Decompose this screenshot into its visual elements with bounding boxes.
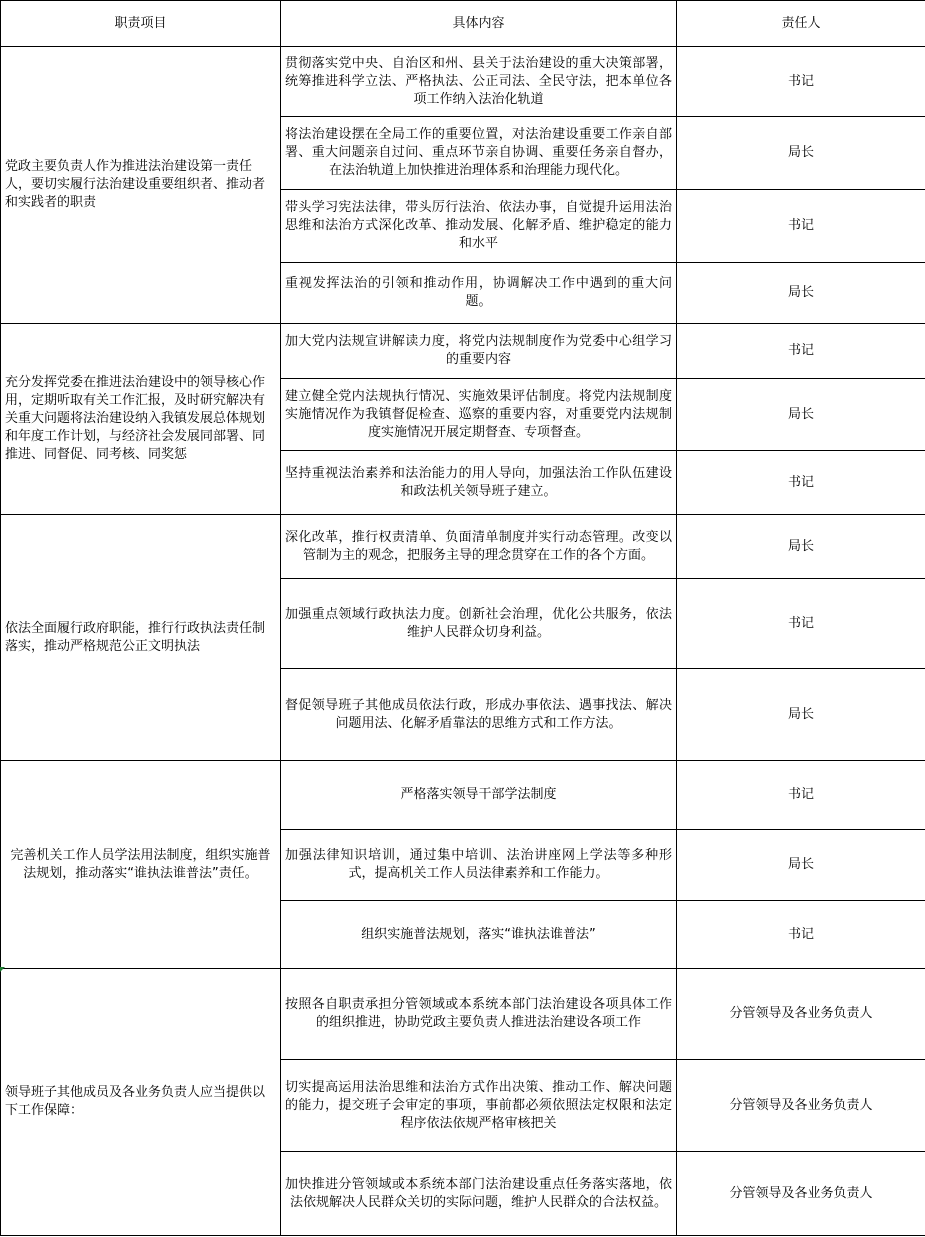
responsibility-area-cell: 充分发挥党委在推进法治建设中的领导核心作用，定期听取有关工作汇报，及时研究解决有关重大问题将法治建设纳入我镇发展总体规划和年度工作计划，与经济社会发展同部署、同推进、同督促、同考核、同奖惩 <box>1 324 281 515</box>
table-row <box>1 324 925 379</box>
person-cell: 分管领导及各业务负责人 <box>677 969 925 1060</box>
content-cell: 切实提高运用法治思维和法治方式作出决策、推动工作、解决问题的能力，提交班子会审定的事项，事前都必须依照法定权限和法定程序依法依规严格审核把关 <box>281 1060 677 1152</box>
header-person: 责任人 <box>677 1 925 47</box>
header-content: 具体内容 <box>281 1 677 47</box>
table-row <box>1 515 925 579</box>
content-cell: 加强重点领域行政执法力度。创新社会治理，优化公共服务，依法维护人民群众切身利益。 <box>281 579 677 669</box>
responsibility-area-cell: 领导班子其他成员及各业务负责人应当提供以下工作保障： <box>1 969 281 1236</box>
person-cell: 分管领导及各业务负责人 <box>677 1152 925 1236</box>
responsibility-area-cell: 依法全面履行政府职能，推行行政执法责任制落实，推动严格规范公正文明执法 <box>1 515 281 761</box>
content-cell: 加强法律知识培训，通过集中培训、法治讲座网上学法等多种形式，提高机关工作人员法律素养和工作能力。 <box>281 830 677 901</box>
content-cell: 组织实施普法规划，落实“谁执法谁普法” <box>281 901 677 969</box>
content-cell: 深化改革，推行权责清单、负面清单制度并实行动态管理。改变以管制为主的观念，把服务主导的理念贯穿在工作的各个方面。 <box>281 515 677 579</box>
person-cell: 局长 <box>677 515 925 579</box>
person-cell: 局长 <box>677 117 925 190</box>
content-cell: 将法治建设摆在全局工作的重要位置，对法治建设重要工作亲自部署、重大问题亲自过问、重点环节亲自协调、重要任务亲自督办，在法治轨道上加快推进治理体系和治理能力现代化。 <box>281 117 677 190</box>
person-cell: 局长 <box>677 830 925 901</box>
content-cell: 严格落实领导干部学法制度 <box>281 761 677 830</box>
responsibility-area-cell: 党政主要负责人作为推进法治建设第一责任人，要切实履行法治建设重要组织者、推动者和实践者的职责 <box>1 47 281 324</box>
content-cell: 加快推进分管领域或本系统本部门法治建设重点任务落实落地，依法依规解决人民群众关切的实际问题，维护人民群众的合法权益。 <box>281 1152 677 1236</box>
cell-comment-marker <box>0 967 5 972</box>
person-cell: 分管领导及各业务负责人 <box>677 1060 925 1152</box>
content-cell: 督促领导班子其他成员依法行政，形成办事依法、遇事找法、解决问题用法、化解矛盾靠法的思维方式和工作方法。 <box>281 669 677 761</box>
person-cell: 书记 <box>677 47 925 117</box>
table-row <box>1 47 925 117</box>
person-cell: 书记 <box>677 761 925 830</box>
person-cell: 书记 <box>677 901 925 969</box>
person-cell: 书记 <box>677 190 925 263</box>
content-cell: 加大党内法规宣讲解读力度，将党内法规制度作为党委中心组学习的重要内容 <box>281 324 677 379</box>
content-cell: 建立健全党内法规执行情况、实施效果评估制度。将党内法规制度实施情况作为我镇督促检查、巡察的重要内容，对重要党内法规制度实施情况开展定期督查、专项督查。 <box>281 379 677 451</box>
content-cell: 重视发挥法治的引领和推动作用，协调解决工作中遇到的重大问题。 <box>281 263 677 324</box>
content-cell: 按照各自职责承担分管领域或本系统本部门法治建设各项具体工作的组织推进，协助党政主要负责人推进法治建设各项工作 <box>281 969 677 1060</box>
header-area: 职责项目 <box>1 1 281 47</box>
table-row <box>1 969 925 1060</box>
content-cell: 坚持重视法治素养和法治能力的用人导向，加强法治工作队伍建设和政法机关领导班子建立。 <box>281 451 677 515</box>
person-cell: 书记 <box>677 579 925 669</box>
person-cell: 书记 <box>677 451 925 515</box>
content-cell: 带头学习宪法法律，带头厉行法治、依法办事，自觉提升运用法治思维和法治方式深化改革、推动发展、化解矛盾、维护稳定的能力和水平 <box>281 190 677 263</box>
person-cell: 书记 <box>677 324 925 379</box>
table-row <box>1 761 925 830</box>
person-cell: 局长 <box>677 379 925 451</box>
person-cell: 局长 <box>677 669 925 761</box>
person-cell: 局长 <box>677 263 925 324</box>
header-row <box>1 1 925 47</box>
responsibility-area-cell: 完善机关工作人员学法用法制度，组织实施普法规划，推动落实“谁执法谁普法”责任。 <box>1 761 281 969</box>
content-cell: 贯彻落实党中央、自治区和州、县关于法治建设的重大决策部署，统筹推进科学立法、严格执法、公正司法、全民守法，把本单位各项工作纳入法治化轨道 <box>281 47 677 117</box>
